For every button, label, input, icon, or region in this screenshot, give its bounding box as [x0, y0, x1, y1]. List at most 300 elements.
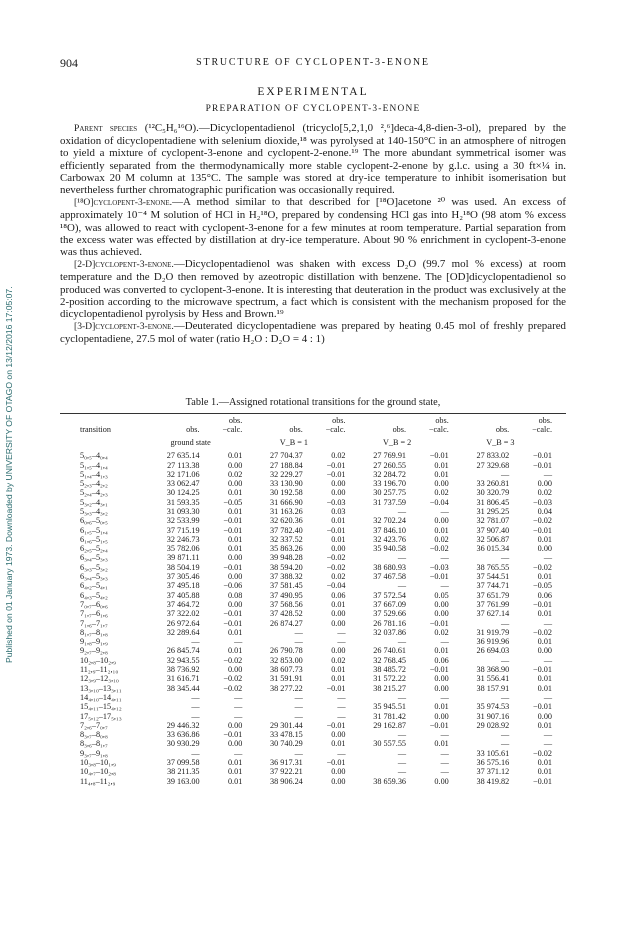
- obs-calc-header: obs.: [435, 416, 449, 425]
- table-row: [80, 628, 552, 637]
- obs-cell: 31 093.30: [166, 507, 200, 516]
- transition-cell: 5₁,₅–4₁,₄: [80, 460, 108, 470]
- obs-cell: 27 260.55: [373, 460, 406, 470]
- obs-calc-cell: 0.08: [227, 590, 243, 600]
- table-row: [80, 461, 552, 470]
- table-row: [80, 535, 552, 544]
- transition-cell: 5₂,₃–4₂,₂: [80, 479, 108, 489]
- obs-calc-cell: −0.01: [533, 460, 552, 470]
- obs-cell: 37 651.79: [476, 590, 510, 600]
- obs-header: obs.: [495, 425, 510, 435]
- obs-calc-cell: 0.02: [537, 488, 552, 498]
- obs-calc-cell: —: [440, 730, 449, 740]
- obs-cell: 37 922.21: [270, 767, 303, 777]
- obs-cell: —: [397, 692, 406, 702]
- obs-cell: 33 105.61: [476, 748, 510, 758]
- table-row: [80, 739, 552, 748]
- obs-cell: 32 037.86: [373, 627, 406, 637]
- obs-calc-cell: −0.03: [326, 497, 346, 507]
- obs-calc-cell: 0.01: [331, 534, 346, 544]
- obs-calc-cell: 0.01: [434, 702, 449, 712]
- table-row: [80, 526, 552, 535]
- obs-cell: 37 490.95: [270, 590, 303, 600]
- obs-cell: —: [501, 655, 510, 665]
- obs-cell: —: [397, 730, 406, 740]
- obs-cell: 39 871.11: [167, 553, 200, 563]
- table-row: [80, 544, 552, 553]
- running-title: STRUCTURE OF CYCLOPENT-3-ENONE: [196, 57, 430, 68]
- table-row: [80, 553, 552, 562]
- obs-cell: 26 694.03: [476, 646, 510, 656]
- obs-calc-cell: −0.01: [326, 683, 346, 693]
- obs-cell: 37 568.56: [270, 599, 303, 609]
- obs-calc-cell: 0.00: [434, 479, 449, 489]
- transition-cell: 10₄,₇–10₂,₈: [80, 767, 116, 777]
- obs-calc-cell: 0.01: [537, 534, 552, 544]
- obs-cell: 30 740.29: [270, 739, 303, 749]
- obs-calc-cell: 0.01: [537, 720, 552, 730]
- obs-calc-cell: 0.00: [434, 711, 449, 721]
- obs-cell: —: [501, 553, 510, 563]
- obs-calc-cell: 0.01: [537, 767, 552, 777]
- obs-calc-cell: −0.01: [429, 665, 449, 675]
- obs-cell: 38 659.36: [373, 776, 406, 786]
- obs-cell: —: [294, 627, 303, 637]
- table-header-row-2: [80, 425, 552, 434]
- obs-calc-cell: 0.00: [227, 720, 243, 730]
- obs-cell: 27 113.38: [167, 460, 200, 470]
- obs-calc-cell: 0.01: [434, 469, 449, 479]
- obs-calc-cell: 0.00: [227, 572, 243, 582]
- obs-cell: 30 320.79: [476, 488, 510, 498]
- obs-cell: —: [294, 702, 303, 712]
- obs-calc-cell: —: [543, 730, 552, 740]
- obs-calc-cell: −0.01: [223, 609, 243, 619]
- obs-cell: 37 305.46: [166, 572, 200, 582]
- obs-cell: 31 163.26: [270, 507, 303, 516]
- obs-cell: 32 289.64: [166, 627, 200, 637]
- transition-cell: 11₂,₉–11₂,₁₀: [80, 665, 119, 675]
- obs-cell: 37 907.40: [476, 525, 510, 535]
- obs-cell: 37 572.54: [373, 590, 406, 600]
- obs-cell: 37 667.09: [373, 599, 406, 609]
- obs-cell: 38 607.73: [270, 665, 303, 675]
- state-ground: ground state: [170, 437, 211, 447]
- obs-cell: —: [397, 758, 406, 768]
- obs-cell: 32 284.72: [373, 469, 406, 479]
- table-row: [80, 488, 552, 497]
- transition-cell: 6₄,₃–5₄,₂: [80, 590, 108, 600]
- paragraph-2d: [60, 258, 566, 320]
- obs-calc-cell: —: [543, 469, 552, 479]
- paragraph-heading: [3-D]cyclopent-3-enone.: [74, 321, 174, 333]
- obs-calc-cell: −0.01: [326, 758, 346, 768]
- obs-calc-cell: 0.04: [537, 507, 552, 516]
- obs-calc-cell: 0.01: [227, 758, 243, 768]
- obs-calc-cell: 0.00: [331, 776, 346, 786]
- obs-cell: —: [397, 637, 406, 647]
- obs-cell: 33 636.86: [166, 730, 200, 740]
- obs-cell: 37 846.10: [373, 525, 406, 535]
- obs-calc-cell: −0.03: [429, 562, 449, 572]
- obs-calc-cell: —: [543, 655, 552, 665]
- obs-calc-cell: 0.00: [227, 665, 243, 675]
- obs-calc-cell: 0.06: [537, 590, 552, 600]
- transition-cell: 5₂,₄–4₂,₃: [80, 488, 108, 498]
- table-row: [80, 730, 552, 739]
- obs-cell: 37 099.58: [166, 758, 200, 768]
- obs-cell: 37 544.51: [476, 572, 510, 582]
- transition-cell: 14₄,₁₀–14₄,₁₁: [80, 692, 122, 702]
- obs-calc-cell: 0.00: [331, 730, 346, 740]
- obs-cell: 30 192.58: [270, 488, 303, 498]
- table-row: [80, 609, 552, 618]
- obs-cell: 39 163.00: [166, 776, 200, 786]
- obs-calc-cell: 0.00: [537, 479, 552, 489]
- obs-calc-cell: −0.01: [223, 618, 243, 628]
- obs-calc-cell: 0.00: [227, 739, 243, 749]
- obs-cell: —: [501, 730, 510, 740]
- obs-calc-cell: 0.06: [331, 590, 346, 600]
- transition-cell: 9₂,₇–9₂,₈: [80, 646, 108, 656]
- transition-header: transition: [80, 425, 111, 435]
- obs-calc-cell: −0.01: [429, 451, 449, 461]
- table-row: [80, 516, 552, 525]
- obs-calc-cell: −0.01: [429, 720, 449, 730]
- table-row: [80, 721, 552, 730]
- obs-cell: 38 594.20: [270, 562, 303, 572]
- transition-cell: 7₁,₆–7₁,₇: [80, 618, 108, 628]
- obs-cell: 36 917.31: [270, 758, 303, 768]
- obs-cell: 31 593.35: [166, 497, 200, 507]
- obs-cell: —: [397, 767, 406, 777]
- obs-cell: 32 620.36: [270, 516, 303, 526]
- obs-calc-cell: —: [337, 637, 346, 647]
- obs-cell: 32 702.24: [373, 516, 406, 526]
- obs-calc-cell: 0.01: [331, 516, 346, 526]
- obs-cell: 37 495.18: [166, 581, 200, 591]
- section-subtitle: PREPARATION OF CYCLOPENT-3-ENONE: [205, 104, 421, 114]
- obs-cell: 37 371.12: [476, 767, 510, 777]
- obs-calc-cell: 0.01: [227, 451, 243, 461]
- obs-cell: —: [397, 748, 406, 758]
- transition-cell: 6₃,₃–5₃,₂: [80, 562, 108, 572]
- download-watermark: Published on 01 January 1973. Downloaded by UNIVERSITY OF OTAGO on 13/12/2016 17:05:07.: [4, 286, 14, 664]
- obs-calc-cell: 0.01: [434, 646, 449, 656]
- transition-cell: 11₄,₈–11₂,₉: [80, 776, 116, 786]
- obs-calc-cell: 0.01: [434, 525, 449, 535]
- obs-cell: —: [294, 711, 303, 721]
- obs-cell: 33 196.70: [373, 479, 406, 489]
- obs-calc-cell: —: [234, 637, 243, 647]
- obs-cell: 31 907.16: [476, 711, 510, 721]
- obs-calc-cell: −0.01: [223, 562, 243, 572]
- obs-calc-cell: —: [234, 692, 243, 702]
- obs-calc-header: obs.: [538, 416, 552, 425]
- obs-cell: 31 919.79: [476, 627, 510, 637]
- table-row: [80, 758, 552, 767]
- obs-cell: 31 572.22: [373, 674, 406, 684]
- table-row: [80, 749, 552, 758]
- obs-cell: 35 940.58: [373, 544, 406, 554]
- obs-cell: 32 768.45: [373, 655, 406, 665]
- obs-calc-cell: 0.00: [331, 767, 346, 777]
- obs-cell: 29 301.44: [270, 720, 303, 730]
- table-row: [80, 712, 552, 721]
- obs-calc-cell: 0.00: [331, 479, 346, 489]
- obs-calc-cell: —: [440, 553, 449, 563]
- table-row: [80, 507, 552, 516]
- paragraph-heading: Parent species: [74, 123, 138, 134]
- section-title: EXPERIMENTAL: [257, 86, 369, 98]
- obs-calc-cell: 0.02: [227, 469, 243, 479]
- obs-calc-cell: −0.01: [533, 451, 552, 461]
- obs-calc-cell: —: [543, 553, 552, 563]
- obs-calc-cell: −0.01: [533, 665, 552, 675]
- table-row: [80, 656, 552, 665]
- state-header-row: [80, 435, 552, 451]
- table-row: [80, 563, 552, 572]
- obs-cell: 38 368.90: [476, 665, 510, 675]
- transition-cell: 6₀,₆–5₀,₅: [80, 516, 108, 526]
- obs-calc-cell: 0.03: [331, 507, 346, 516]
- obs-calc-cell: 0.02: [331, 451, 346, 461]
- transitions-table: [80, 416, 552, 786]
- obs-cell: 30 124.25: [166, 488, 200, 498]
- obs-header: obs.: [186, 425, 200, 435]
- transition-cell: 5₃,₂–4₃,₁: [80, 497, 108, 507]
- state-vb2: V_B = 2: [382, 437, 412, 447]
- obs-calc-cell: 0.00: [434, 674, 449, 684]
- table-row: [80, 665, 552, 674]
- obs-cell: —: [191, 748, 200, 758]
- transition-cell: 6₁,₅–5₁,₄: [80, 525, 108, 535]
- obs-cell: 35 863.26: [270, 544, 303, 554]
- obs-calc-cell: −0.01: [326, 469, 346, 479]
- obs-calc-cell: —: [337, 748, 346, 758]
- obs-calc-cell: 0.00: [227, 599, 243, 609]
- obs-cell: 26 874.27: [270, 618, 303, 628]
- obs-calc-cell: 0.00: [537, 711, 552, 721]
- obs-cell: —: [294, 692, 303, 702]
- paragraph-text: (¹²C₅H₆¹⁶O).—Dicyclopentadienol (tricyclo[5,2,1,0 ²,⁶]deca-4,8-dien-3-ol), prepared by the oxidation of dicyclopentadiene with selenium dioxide,¹⁸ was pyrolysed at 140-150°C in an atmosphere of nitrogen to yield a mixture of cyclopent-3-enone and cyclopent-2-enone.¹⁹ The more abundant symmetrical isomer was efficiently separated from the thermodynamically more stable cyclopent-2-enone by g.l.c. using a 30 ft×¼ in. Carbowax 20 M column at 135°C. The sample was stored at dry-ice temperature to inhibit isomerisation but nevertheless further chromatographic purification was occasionally required.: [60, 122, 567, 197]
- obs-calc-cell: —: [543, 618, 552, 628]
- obs-calc-cell: —: [440, 758, 449, 768]
- obs-calc-cell: —: [234, 748, 243, 758]
- obs-calc-cell: —: [337, 702, 346, 712]
- table-caption: Table 1.—Assigned rotational transitions for the ground state,: [185, 397, 441, 408]
- obs-cell: —: [501, 692, 510, 702]
- obs-calc-cell: −0.02: [326, 553, 346, 563]
- paragraph-heading: [2-D]cyclopent-3-enone.: [74, 259, 174, 271]
- transition-cell: 9₃,₇–9₁,₈: [80, 748, 108, 758]
- obs-cell: —: [397, 553, 406, 563]
- obs-cell: 29 162.87: [373, 720, 406, 730]
- obs-cell: 31 666.90: [270, 497, 303, 507]
- paragraph-parent-species: [60, 122, 566, 196]
- obs-calc-cell: −0.02: [533, 562, 552, 572]
- obs-calc-cell: 0.02: [331, 655, 346, 665]
- obs-calc-cell: 0.01: [434, 460, 449, 470]
- obs-cell: 32 943.55: [166, 655, 200, 665]
- transition-cell: 15₄,₁₁–15₄,₁₂: [80, 702, 122, 712]
- obs-cell: 37 322.02: [166, 609, 200, 619]
- obs-cell: 37 761.99: [476, 599, 510, 609]
- obs-calc-cell: —: [440, 637, 449, 647]
- obs-cell: 27 769.91: [373, 451, 406, 461]
- obs-calc-cell: —: [543, 692, 552, 702]
- obs-calc-cell: —: [440, 748, 449, 758]
- table-top-rule: [60, 413, 566, 414]
- obs-cell: 26 781.16: [373, 618, 406, 628]
- obs-header: obs.: [289, 425, 303, 435]
- table-row: [80, 646, 552, 655]
- obs-calc-cell: 0.01: [227, 767, 243, 777]
- obs-cell: 27 704.37: [270, 451, 303, 461]
- table-row: [80, 702, 552, 711]
- body-text: [60, 122, 566, 346]
- transition-cell: 13₃,₁₀–13₃,₁₁: [80, 683, 122, 693]
- obs-cell: 36 015.34: [476, 544, 510, 554]
- table-row: [80, 470, 552, 479]
- obs-cell: 33 130.90: [270, 479, 303, 489]
- paragraph-text: —A method similar to that described for [¹⁸O]acetone ²⁰ was used. An excess of approximately 10⁻⁴ M solution of HCl in H₂¹⁸O, prepared by condensing HCl gas into H₂¹⁸O (98 atom % excess ¹⁸O), was allowed to react with cyclopent-3-enone for a few minutes at room temperature. Partial separation from the excess water was effected by distillation at dry-ice temperature. About 90 % enrichment in cyclopent-3-enone was thus achieved.: [60, 196, 566, 259]
- obs-calc-cell: 0.00: [227, 460, 243, 470]
- obs-cell: 37 581.45: [270, 581, 303, 591]
- obs-calc-cell: 0.01: [537, 758, 552, 768]
- obs-cell: 32 506.87: [476, 534, 510, 544]
- obs-cell: 38 345.44: [166, 683, 200, 693]
- obs-cell: 31 591.91: [270, 674, 303, 684]
- obs-calc-cell: −0.02: [533, 627, 552, 637]
- obs-cell: 37 428.52: [270, 609, 303, 619]
- transition-cell: 7₂,₆–7₀,₇: [80, 720, 108, 730]
- obs-cell: 35 782.06: [166, 544, 200, 554]
- obs-calc-cell: 0.01: [537, 674, 552, 684]
- obs-cell: 27 188.84: [270, 460, 303, 470]
- obs-calc-cell: 0.00: [434, 599, 449, 609]
- obs-calc-cell: 0.02: [331, 572, 346, 582]
- obs-calc-cell: −0.01: [533, 599, 552, 609]
- obs-calc-cell: 0.02: [434, 627, 449, 637]
- transition-cell: 8₃,₆–8₁,₇: [80, 739, 108, 749]
- obs-cell: 37 627.14: [476, 609, 510, 619]
- table-row: [80, 600, 552, 609]
- paragraph-text: —Deuterated dicyclopentadiene was prepared by heating 0.45 mol of freshly prepared cyclopentadiene, 27.5 mol of water (ratio H₂O : D₂O = 4 : 1): [60, 320, 566, 346]
- obs-calc-cell: 0.00: [434, 683, 449, 693]
- obs-calc-header: −calc.: [428, 425, 449, 435]
- obs-cell: 26 790.78: [270, 646, 303, 656]
- obs-cell: 32 337.52: [270, 534, 303, 544]
- obs-cell: 27 833.02: [476, 451, 510, 461]
- obs-calc-cell: 0.01: [331, 674, 346, 684]
- obs-calc-cell: −0.01: [533, 702, 552, 712]
- obs-calc-cell: —: [440, 507, 449, 516]
- obs-calc-cell: −0.03: [533, 497, 552, 507]
- obs-cell: 32 423.76: [373, 534, 406, 544]
- obs-cell: 38 680.93: [373, 562, 406, 572]
- obs-cell: —: [397, 581, 406, 591]
- obs-cell: 29 446.32: [166, 720, 200, 730]
- obs-calc-cell: 0.00: [537, 646, 552, 656]
- paragraph-3d: [60, 320, 566, 345]
- obs-calc-cell: −0.02: [223, 674, 243, 684]
- obs-calc-cell: −0.01: [533, 525, 552, 535]
- obs-calc-cell: −0.01: [326, 525, 346, 535]
- obs-calc-cell: −0.01: [223, 516, 243, 526]
- obs-cell: 37 464.72: [166, 599, 200, 609]
- state-vb3: V_B = 3: [486, 437, 515, 447]
- obs-cell: 35 945.51: [373, 702, 406, 712]
- obs-calc-cell: 0.00: [434, 516, 449, 526]
- transition-cell: 8₃,₇–8₀,₈: [80, 730, 108, 740]
- obs-cell: —: [191, 711, 200, 721]
- obs-cell: 38 906.24: [270, 776, 303, 786]
- obs-calc-cell: −0.05: [223, 497, 243, 507]
- obs-calc-cell: 0.00: [537, 544, 552, 554]
- obs-cell: 31 806.45: [476, 497, 510, 507]
- obs-cell: 38 157.91: [476, 683, 510, 693]
- obs-calc-cell: −0.01: [326, 460, 346, 470]
- page-header: [60, 56, 566, 72]
- obs-calc-cell: —: [234, 711, 243, 721]
- obs-calc-cell: −0.02: [326, 562, 346, 572]
- obs-calc-cell: 0.01: [227, 544, 243, 554]
- obs-calc-cell: 0.01: [537, 683, 552, 693]
- obs-cell: 26 972.64: [166, 618, 200, 628]
- obs-calc-cell: 0.05: [434, 590, 449, 600]
- obs-calc-cell: 0.00: [227, 479, 243, 489]
- obs-cell: 36 575.16: [476, 758, 510, 768]
- table-row: [80, 572, 552, 581]
- obs-calc-cell: 0.00: [331, 646, 346, 656]
- obs-cell: 30 557.55: [373, 739, 406, 749]
- obs-cell: 37 467.58: [373, 572, 406, 582]
- obs-calc-cell: 0.01: [227, 646, 243, 656]
- obs-calc-cell: 0.01: [331, 739, 346, 749]
- obs-cell: 38 485.72: [373, 665, 406, 675]
- obs-calc-cell: 0.01: [227, 488, 243, 498]
- obs-calc-cell: —: [337, 627, 346, 637]
- obs-calc-cell: 0.00: [434, 609, 449, 619]
- obs-cell: 37 529.66: [373, 609, 406, 619]
- obs-calc-cell: 0.01: [537, 637, 552, 647]
- obs-calc-cell: −0.01: [429, 572, 449, 582]
- obs-calc-cell: 0.00: [227, 553, 243, 563]
- obs-cell: —: [397, 507, 406, 516]
- obs-calc-cell: 0.01: [537, 609, 552, 619]
- paragraph-text: —Dicyclopentadienol was shaken with excess D₂O (99.7 mol % excess) at room temperature and the D₂O then removed by azeotropic distillation with benzene. The [OD]dicyclopentadienol so produced was converted to cyclopent-3-enone. It is interesting that deuteration in the product was exclusively at the 2-position according to the microwave spectrum, a fact which is consistent with the mechanism proposed for the dicyclopentadienol pyrolysis by Hess and Brown.¹⁹: [60, 258, 566, 321]
- obs-calc-header: obs.: [228, 416, 243, 425]
- obs-calc-cell: 0.00: [331, 488, 346, 498]
- obs-cell: 32 781.07: [476, 516, 510, 526]
- obs-cell: 37 405.88: [166, 590, 200, 600]
- transition-cell: 7₀,₇–6₀,₆: [80, 599, 108, 609]
- obs-calc-cell: −0.01: [223, 730, 243, 740]
- table-row: [80, 777, 552, 786]
- obs-calc-cell: 0.02: [434, 488, 449, 498]
- obs-calc-cell: −0.01: [429, 618, 449, 628]
- obs-calc-cell: —: [440, 692, 449, 702]
- obs-cell: 38 504.19: [166, 562, 200, 572]
- obs-calc-cell: −0.01: [223, 525, 243, 535]
- obs-cell: 30 930.29: [166, 739, 200, 749]
- transition-cell: 12₃,₉–12₃,₁₀: [80, 674, 119, 684]
- paragraph-o18: [60, 196, 566, 258]
- page-number: 904: [60, 56, 78, 70]
- obs-cell: 33 260.81: [476, 479, 510, 489]
- obs-calc-cell: −0.02: [533, 516, 552, 526]
